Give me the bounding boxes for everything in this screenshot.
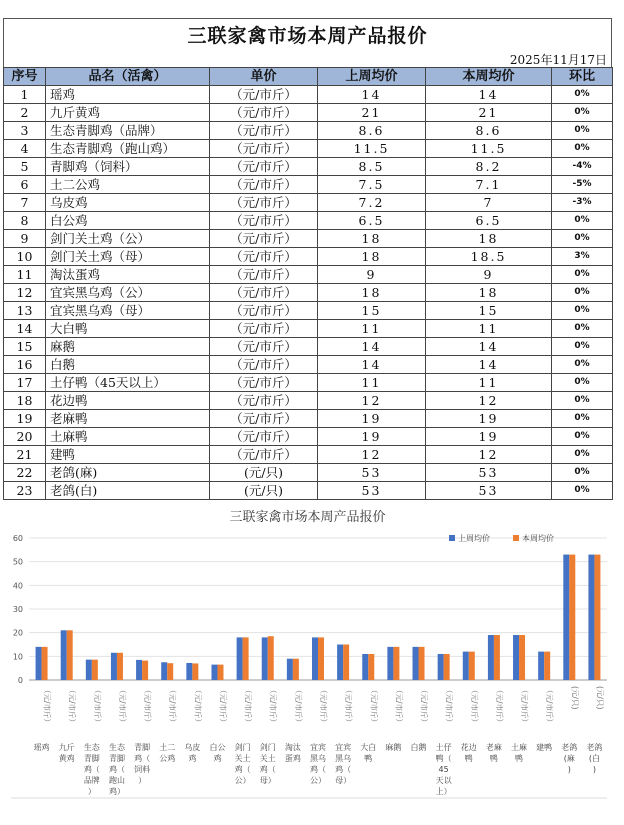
row-unit: （元/市斤） [210, 104, 318, 122]
row-last-week: 18 [318, 284, 426, 302]
bar [343, 645, 349, 681]
row-unit: (元/只) [210, 482, 318, 500]
row-name: 建鸭 [46, 446, 210, 464]
row-last-week: 6.5 [318, 212, 426, 230]
row-this-week: 7 [426, 194, 552, 212]
unit-label: （元/市斤） [293, 686, 303, 727]
row-this-week: 19 [426, 410, 552, 428]
bar [419, 647, 425, 680]
row-unit: （元/市斤） [210, 194, 318, 212]
row-change: 3% [552, 248, 613, 266]
row-name: 白公鸡 [46, 212, 210, 230]
y-tick-label: 30 [12, 605, 23, 614]
row-no: 3 [4, 122, 46, 140]
row-last-week: 8.6 [318, 122, 426, 140]
row-last-week: 12 [318, 392, 426, 410]
y-tick-label: 60 [12, 534, 23, 543]
unit-label: （元/市斤） [419, 686, 429, 727]
row-last-week: 18 [318, 230, 426, 248]
category-label: 瑶鸡 [33, 743, 50, 752]
row-unit: （元/市斤） [210, 266, 318, 284]
row-change: 0% [552, 482, 613, 500]
unit-label: （元/市斤） [520, 686, 530, 727]
row-unit: （元/市斤） [210, 410, 318, 428]
row-name: 剑门关土鸡（母） [46, 248, 210, 266]
row-last-week: 12 [318, 446, 426, 464]
table-row [4, 158, 613, 176]
legend-swatch [513, 535, 519, 541]
row-change: 0% [552, 428, 613, 446]
bar [519, 635, 525, 680]
row-no: 12 [4, 284, 46, 302]
table-row [4, 194, 613, 212]
row-change: 0% [552, 266, 613, 284]
row-no: 20 [4, 428, 46, 446]
row-unit: （元/市斤） [210, 140, 318, 158]
bar [287, 659, 293, 680]
table-row [4, 392, 613, 410]
row-last-week: 53 [318, 464, 426, 482]
row-unit: （元/市斤） [210, 212, 318, 230]
row-name: 剑门关土鸡（公） [46, 230, 210, 248]
row-this-week: 14 [426, 356, 552, 374]
unit-label: （元/市斤） [42, 686, 52, 727]
bar [368, 654, 374, 680]
category-label: 九斤黄鸡 [58, 743, 75, 763]
row-unit: （元/市斤） [210, 86, 318, 104]
unit-label: （元/市斤） [369, 686, 379, 727]
row-change: 0% [552, 374, 613, 392]
row-name: 生态青脚鸡（品牌） [46, 122, 210, 140]
row-no: 5 [4, 158, 46, 176]
row-name: 大白鸭 [46, 320, 210, 338]
table-row [4, 320, 613, 338]
bar [494, 635, 500, 680]
bar [513, 635, 519, 680]
header-name: 品名（活禽） [46, 68, 210, 86]
table-row [4, 86, 613, 104]
row-no: 1 [4, 86, 46, 104]
bar [318, 637, 324, 680]
row-last-week: 7.2 [318, 194, 426, 212]
row-change: 0% [552, 212, 613, 230]
legend-label: 上周均价 [458, 534, 490, 543]
unit-label: （元/市斤） [143, 686, 153, 727]
table-row [4, 104, 613, 122]
row-change: 0% [552, 122, 613, 140]
header-unit: 单价 [210, 68, 318, 86]
row-name: 白鹅 [46, 356, 210, 374]
unit-label: （元/市斤） [117, 686, 127, 727]
row-name: 宜宾黑乌鸡（母） [46, 302, 210, 320]
row-this-week: 53 [426, 482, 552, 500]
bar [243, 637, 249, 680]
unit-label: (元/只) [570, 686, 580, 710]
row-unit: （元/市斤） [210, 284, 318, 302]
row-name: 老鸽(白) [46, 482, 210, 500]
row-name: 生态青脚鸡（跑山鸡） [46, 140, 210, 158]
row-last-week: 7.5 [318, 176, 426, 194]
row-this-week: 6.5 [426, 212, 552, 230]
category-label: 白公鸡 [209, 743, 226, 763]
bar [588, 555, 594, 680]
row-unit: （元/市斤） [210, 392, 318, 410]
row-last-week: 11.5 [318, 140, 426, 158]
row-name: 九斤黄鸡 [46, 104, 210, 122]
table-row [4, 248, 613, 266]
table-row [4, 446, 613, 464]
row-change: 0% [552, 284, 613, 302]
category-label: 土二公鸡 [159, 743, 176, 763]
row-name: 老鸽(麻) [46, 464, 210, 482]
table-header-row [4, 68, 613, 86]
row-this-week: 18 [426, 284, 552, 302]
row-change: 0% [552, 356, 613, 374]
row-last-week: 53 [318, 482, 426, 500]
row-no: 13 [4, 302, 46, 320]
row-unit: （元/市斤） [210, 320, 318, 338]
unit-label: （元/市斤） [469, 686, 479, 727]
table-row [4, 374, 613, 392]
report-date: 2025年11月17日 [3, 53, 612, 67]
bar [393, 647, 399, 680]
bar [111, 653, 117, 680]
price-sheet [3, 18, 612, 500]
row-this-week: 11 [426, 320, 552, 338]
bar [211, 665, 217, 680]
bar [538, 652, 544, 680]
row-last-week: 11 [318, 320, 426, 338]
row-unit: （元/市斤） [210, 122, 318, 140]
row-unit: （元/市斤） [210, 374, 318, 392]
header-change: 环比 [552, 68, 613, 86]
row-this-week: 15 [426, 302, 552, 320]
bar [337, 645, 343, 681]
row-name: 青脚鸡（饲料） [46, 158, 210, 176]
row-no: 21 [4, 446, 46, 464]
row-change: 0% [552, 392, 613, 410]
bar [563, 555, 569, 680]
row-unit: （元/市斤） [210, 158, 318, 176]
bar [293, 659, 299, 680]
bar [192, 663, 198, 680]
unit-label: (元/只) [595, 686, 605, 710]
category-label: 花边鸭 [460, 743, 477, 763]
category-label: 剑门关土鸡（母） [259, 743, 276, 785]
row-name: 麻鹅 [46, 338, 210, 356]
row-unit: （元/市斤） [210, 428, 318, 446]
row-change: 0% [552, 302, 613, 320]
row-this-week: 14 [426, 86, 552, 104]
category-label: 白鹅 [410, 743, 427, 752]
row-this-week: 19 [426, 428, 552, 446]
table-row [4, 410, 613, 428]
row-this-week: 21 [426, 104, 552, 122]
unit-label: （元/市斤） [545, 686, 555, 727]
category-label: 青脚鸡（饲料） [134, 743, 151, 785]
row-name: 土二公鸡 [46, 176, 210, 194]
price-chart [3, 502, 612, 800]
row-no: 7 [4, 194, 46, 212]
table-row [4, 356, 613, 374]
row-change: 0% [552, 140, 613, 158]
unit-label: （元/市斤） [243, 686, 253, 727]
bar [488, 635, 494, 680]
row-change: 0% [552, 230, 613, 248]
bar [36, 647, 42, 680]
row-name: 乌皮鸡 [46, 194, 210, 212]
bar [362, 654, 368, 680]
row-name: 花边鸭 [46, 392, 210, 410]
row-no: 18 [4, 392, 46, 410]
bar [186, 663, 192, 680]
row-no: 6 [4, 176, 46, 194]
unit-label: （元/市斤） [193, 686, 203, 727]
row-no: 19 [4, 410, 46, 428]
row-last-week: 11 [318, 374, 426, 392]
bar [117, 653, 123, 680]
row-this-week: 18.5 [426, 248, 552, 266]
table-row [4, 482, 613, 500]
row-no: 22 [4, 464, 46, 482]
row-this-week: 11.5 [426, 140, 552, 158]
y-tick-label: 0 [17, 676, 23, 685]
category-label: 乌皮鸡 [184, 743, 201, 763]
legend-label: 本周均价 [522, 534, 554, 543]
row-unit: (元/只) [210, 464, 318, 482]
header-no: 序号 [4, 68, 46, 86]
table-row [4, 230, 613, 248]
row-last-week: 19 [318, 410, 426, 428]
unit-label: （元/市斤） [494, 686, 504, 727]
category-label: 麻鹅 [385, 743, 402, 752]
bar [594, 555, 600, 680]
bar [161, 662, 167, 680]
row-this-week: 8.6 [426, 122, 552, 140]
category-label: 生态青脚鸡（跑山鸡） [108, 743, 125, 796]
table-row [4, 302, 613, 320]
row-unit: （元/市斤） [210, 446, 318, 464]
category-label: 宜宾黑乌鸡（公） [310, 743, 326, 785]
row-last-week: 14 [318, 356, 426, 374]
category-label: 老麻鸭 [485, 743, 502, 763]
row-no: 16 [4, 356, 46, 374]
unit-label: （元/市斤） [268, 686, 278, 727]
category-label: 老鸽(麻) [561, 743, 578, 774]
y-tick-label: 10 [12, 652, 23, 662]
row-last-week: 18 [318, 248, 426, 266]
row-change: 0% [552, 410, 613, 428]
bar [67, 630, 73, 680]
row-unit: （元/市斤） [210, 338, 318, 356]
header-last-week: 上周均价 [318, 68, 426, 86]
header-this-week: 本周均价 [426, 68, 552, 86]
row-last-week: 8.5 [318, 158, 426, 176]
row-last-week: 21 [318, 104, 426, 122]
row-change: -5% [552, 176, 613, 194]
bar [268, 636, 274, 680]
category-label: 建鸭 [536, 743, 553, 752]
unit-label: （元/市斤） [344, 686, 354, 727]
row-no: 10 [4, 248, 46, 266]
table-row [4, 428, 613, 446]
row-unit: （元/市斤） [210, 356, 318, 374]
row-last-week: 15 [318, 302, 426, 320]
row-this-week: 8.2 [426, 158, 552, 176]
bar [136, 660, 142, 680]
category-label: 老鸽(白) [586, 743, 603, 774]
row-last-week: 14 [318, 338, 426, 356]
row-unit: （元/市斤） [210, 230, 318, 248]
row-this-week: 53 [426, 464, 552, 482]
table-row [4, 122, 613, 140]
bar [92, 660, 98, 680]
bar [444, 654, 450, 680]
table-row [4, 338, 613, 356]
row-this-week: 18 [426, 230, 552, 248]
bar [167, 663, 173, 680]
table-row [4, 140, 613, 158]
unit-label: （元/市斤） [218, 686, 228, 727]
row-this-week: 7.1 [426, 176, 552, 194]
row-no: 2 [4, 104, 46, 122]
table-row [4, 266, 613, 284]
row-change: -3% [552, 194, 613, 212]
bar [262, 637, 268, 680]
bar [61, 630, 67, 680]
bar [463, 652, 469, 680]
bar [387, 647, 393, 680]
unit-label: （元/市斤） [92, 686, 102, 727]
legend-swatch [449, 535, 455, 541]
row-change: 0% [552, 86, 613, 104]
unit-label: （元/市斤） [394, 686, 404, 727]
row-change: 0% [552, 320, 613, 338]
sheet-title: 三联家禽市场本周产品报价 [3, 18, 612, 53]
category-label: 淘汰蛋鸡 [284, 743, 301, 763]
row-last-week: 19 [318, 428, 426, 446]
row-no: 11 [4, 266, 46, 284]
table-row [4, 212, 613, 230]
row-no: 14 [4, 320, 46, 338]
row-last-week: 9 [318, 266, 426, 284]
row-name: 土仔鸭（45天以上） [46, 374, 210, 392]
chart-title: 三联家禽市场本周产品报价 [229, 510, 386, 525]
unit-label: （元/市斤） [444, 686, 454, 727]
bar [237, 637, 243, 680]
row-this-week: 12 [426, 392, 552, 410]
row-no: 17 [4, 374, 46, 392]
table-row [4, 464, 613, 482]
row-name: 宜宾黑乌鸡（公） [46, 284, 210, 302]
y-tick-label: 40 [12, 581, 23, 591]
table-row [4, 284, 613, 302]
bar [438, 654, 444, 680]
row-name: 瑶鸡 [46, 86, 210, 104]
y-tick-label: 20 [12, 628, 23, 638]
row-change: 0% [552, 464, 613, 482]
row-no: 23 [4, 482, 46, 500]
category-label: 宜宾黑乌鸡（母） [335, 743, 352, 785]
bar [42, 647, 48, 680]
row-unit: （元/市斤） [210, 248, 318, 266]
row-change: 0% [552, 446, 613, 464]
row-last-week: 14 [318, 86, 426, 104]
category-label: 剑门关土鸡（公） [234, 743, 251, 785]
row-change: -4% [552, 158, 613, 176]
bar [569, 555, 575, 680]
unit-label: （元/市斤） [168, 686, 178, 727]
row-name: 土麻鸭 [46, 428, 210, 446]
bar [413, 647, 419, 680]
row-no: 8 [4, 212, 46, 230]
category-label: 生态青脚鸡（品牌） [83, 743, 100, 796]
row-no: 9 [4, 230, 46, 248]
unit-label: （元/市斤） [319, 686, 328, 727]
bar [142, 661, 148, 680]
row-unit: （元/市斤） [210, 176, 318, 194]
category-label: 土麻鸭 [511, 743, 528, 763]
category-label: 大白鸭 [360, 743, 377, 763]
price-table [3, 67, 613, 500]
unit-label: （元/市斤） [67, 686, 77, 727]
y-tick-label: 50 [12, 557, 23, 567]
bar [469, 652, 475, 680]
row-name: 淘汰蛋鸡 [46, 266, 210, 284]
row-this-week: 9 [426, 266, 552, 284]
bar [544, 652, 550, 680]
row-unit: （元/市斤） [210, 302, 318, 320]
bar [86, 660, 92, 680]
row-change: 0% [552, 104, 613, 122]
row-no: 4 [4, 140, 46, 158]
row-this-week: 11 [426, 374, 552, 392]
row-this-week: 12 [426, 446, 552, 464]
category-label: 土仔鸭（ 45 天以上） [435, 743, 452, 796]
row-this-week: 14 [426, 338, 552, 356]
row-change: 0% [552, 338, 613, 356]
row-no: 15 [4, 338, 46, 356]
table-row [4, 176, 613, 194]
chart-canvas [3, 502, 612, 800]
bar [217, 665, 223, 680]
bar [312, 637, 318, 680]
row-name: 老麻鸭 [46, 410, 210, 428]
